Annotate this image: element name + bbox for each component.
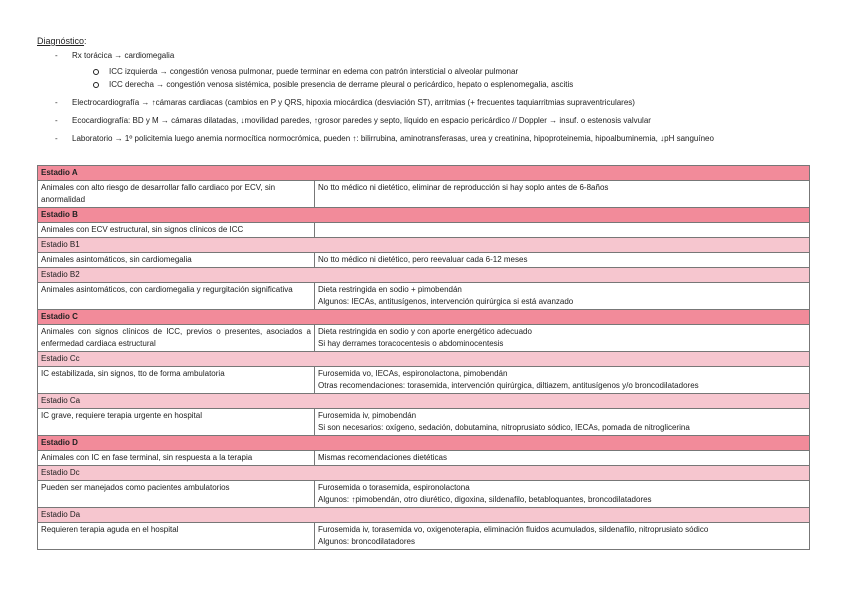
diagnostico-heading: Diagnóstico: (37, 36, 87, 46)
diagnostico-list (52, 50, 822, 151)
list-item-rx: - Rx torácica → cardiomegalia ICC izquierda → congestión venosa pulmonar, puede terminar en edema con patrón intersticial o alveolar pulmonar ICC derecha → congestión venosa sistémica, posible presencia de derrame pleural o pericárdico, hepato o esplenomegalia, ascitis (52, 50, 822, 91)
stages-table (37, 165, 810, 550)
stage-treatment: Furosemida iv, torasemida vo, oxigenoterapia, eliminación fluidos acumulados, sildenafilo, nitroprusiato sódico Algunos: broncodilatadores (315, 523, 810, 550)
table-row (38, 238, 810, 253)
table-row (38, 166, 810, 181)
table-row (38, 367, 810, 394)
table-row (38, 523, 810, 550)
stage-treatment: Dieta restringida en sodio + pimobendán Algunos: IECAs, antitusígenos, intervención quirúrgica si está avanzado (315, 283, 810, 310)
list-item-eco: - Ecocardiografía: BD y M → cámaras dilatadas, ↓movilidad paredes, ↑grosor paredes y septo, líquido en espacio pericárdico // Doppler → insuf. o estenosis valvular (52, 115, 822, 127)
table-row (38, 268, 810, 283)
list-item-icc-izquierda: ICC izquierda → congestión venosa pulmonar, puede terminar en edema con patrón intersticial o alveolar pulmonar (91, 65, 822, 78)
table-row (38, 409, 810, 436)
stage-treatment: Dieta restringida en sodio y con aporte energético adecuado Si hay derrames toracocentesis o abdominocentesis (315, 325, 810, 352)
table-row (38, 325, 810, 352)
stage-header-da: Estadio Da (38, 508, 810, 523)
table-row (38, 223, 810, 238)
stage-description: Animales con ECV estructural, sin signos clínicos de ICC (38, 223, 315, 238)
list-item-ecg: - Electrocardiografía → ↑cámaras cardiacas (cambios en P y QRS, hipoxia miocárdica (desviación ST), arritmias (+ frecuentes taquiarritmias supraventriculares) (52, 97, 822, 109)
stage-description: Requieren terapia aguda en el hospital (38, 523, 315, 550)
rx-sublist (72, 65, 822, 91)
stage-description: Pueden ser manejados como pacientes ambulatorios (38, 481, 315, 508)
table-row (38, 253, 810, 268)
list-item-laboratorio: - Laboratorio → 1º policitemia luego anemia normocítica normocrómica, pueden ↑: bilirrubina, aminotransferasas, urea y creatinina, hipoproteinemia, hipoalbuminemia, ↓pH sanguíneo (52, 133, 822, 145)
stage-description: IC grave, requiere terapia urgente en hospital (38, 409, 315, 436)
stage-header-b: Estadio B (38, 208, 810, 223)
table-row (38, 310, 810, 325)
stage-header-ca: Estadio Ca (38, 394, 810, 409)
table-row (38, 283, 810, 310)
table-row (38, 208, 810, 223)
table-row (38, 451, 810, 466)
stage-header-b2: Estadio B2 (38, 268, 810, 283)
table-row (38, 436, 810, 451)
stage-header-b1: Estadio B1 (38, 238, 810, 253)
stage-header-cc: Estadio Cc (38, 352, 810, 367)
table-row (38, 181, 810, 208)
stage-description: Animales asintomáticos, sin cardiomegalia (38, 253, 315, 268)
stage-treatment: Furosemida o torasemida, espironolactona Algunos: ↑pimobendán, otro diurético, digoxina, sildenafilo, betabloquantes, broncodilatadores (315, 481, 810, 508)
stage-description: Animales asintomáticos, con cardiomegalia y regurgitación significativa (38, 283, 315, 310)
stage-description: Animales con IC en fase terminal, sin respuesta a la terapia (38, 451, 315, 466)
stage-treatment: No tto médico ni dietético, pero reevaluar cada 6-12 meses (315, 253, 810, 268)
stage-header-c: Estadio C (38, 310, 810, 325)
stage-treatment: Furosemida vo, IECAs, espironolactona, pimobendán Otras recomendaciones: torasemida, intervención quirúrgica, diltiazem, antitusígenos y/o broncodilatadores (315, 367, 810, 394)
table-row (38, 481, 810, 508)
stage-description: Animales con alto riesgo de desarrollar fallo cardiaco por ECV, sin anormalidad (38, 181, 315, 208)
stage-treatment: Mismas recomendaciones dietéticas (315, 451, 810, 466)
stage-header-dc: Estadio Dc (38, 466, 810, 481)
stage-description: Animales con signos clínicos de ICC, previos o presentes, asociados a enfermedad cardiaca estructural (38, 325, 315, 352)
stage-treatment (315, 223, 810, 238)
stage-treatment: No tto médico ni dietético, eliminar de reproducción si hay soplo antes de 6-8años (315, 181, 810, 208)
list-item-icc-derecha: ICC derecha → congestión venosa sistémica, posible presencia de derrame pleural o pericárdico, hepato o esplenomegalia, ascitis (91, 78, 822, 91)
table-row (38, 508, 810, 523)
stage-description: IC estabilizada, sin signos, tto de forma ambulatoria (38, 367, 315, 394)
stage-header-d: Estadio D (38, 436, 810, 451)
stage-treatment: Furosemida iv, pimobendán Si son necesarios: oxígeno, sedación, dobutamina, nitroprusiato sódico, IECAs, pomada de nitroglicerina (315, 409, 810, 436)
stage-header-a: Estadio A (38, 166, 810, 181)
table-row (38, 394, 810, 409)
table-row (38, 466, 810, 481)
table-row (38, 352, 810, 367)
